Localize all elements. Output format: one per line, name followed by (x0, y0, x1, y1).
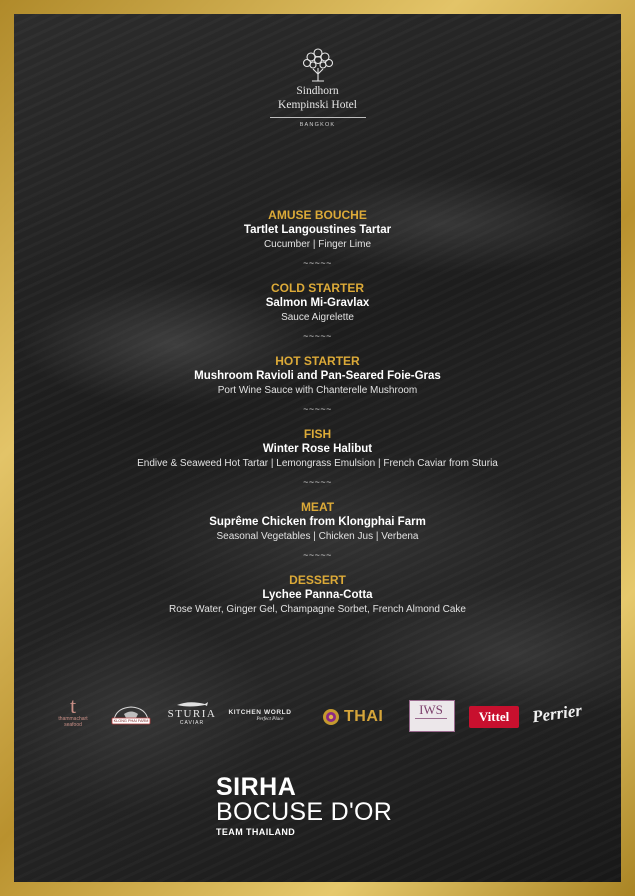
iws-name: IWS (419, 702, 443, 717)
course-title: DESSERT (289, 573, 346, 587)
menu (14, 208, 621, 617)
hotel-name-line2: Kempinski Hotel (278, 99, 357, 111)
perrier-name: Perrier (530, 700, 584, 727)
vittel-name: Vittel (478, 709, 510, 724)
bocuse-dor-wordmark: BOCUSE D'OR (216, 798, 393, 826)
course-separator: ~~~~~ (303, 477, 332, 487)
iws-logo (409, 700, 453, 732)
course-title: AMUSE BOUCHE (268, 208, 367, 222)
dish-name: Mushroom Ravioli and Pan-Seared Foie-Gras (194, 370, 441, 382)
kitchen-world-name: KITCHEN WORLD (228, 709, 292, 716)
klongphai-farm-logo (106, 702, 156, 728)
course-separator: ~~~~~ (303, 258, 332, 268)
thai-airways-logo (318, 706, 392, 728)
course-separator: ~~~~~ (303, 404, 332, 414)
course-meat (14, 500, 621, 544)
thammachart-name: thammachart (58, 716, 88, 722)
farm-badge-text: KLONG PHAI FARM (113, 719, 149, 723)
thai-orchid-icon (320, 707, 342, 727)
kitchen-world-sub: Perfect Place (256, 717, 284, 722)
dish-name: Winter Rose Halibut (262, 443, 373, 455)
sirha-wordmark: SIRHA (216, 773, 297, 801)
dish-description: Sauce Aigrelette (281, 312, 354, 323)
perrier-logo (530, 700, 584, 727)
course-title: MEAT (300, 500, 335, 514)
dish-description: Rose Water, Ginger Gel, Champagne Sorbet, French Almond Cake (169, 604, 466, 615)
hotel-city: BANGKOK (299, 122, 336, 128)
course-title: COLD STARTER (270, 281, 365, 295)
course-separator: ~~~~~ (303, 331, 332, 341)
thai-name: THAI (344, 708, 384, 725)
dish-name: Suprême Chicken from Klongphai Farm (209, 516, 426, 528)
course-fish (14, 427, 621, 471)
vittel-logo (469, 706, 519, 728)
course-title: FISH (303, 427, 332, 441)
dish-description: Seasonal Vegetables | Chicken Jus | Verbena (216, 531, 419, 542)
chalkboard-background (14, 14, 621, 882)
team-thailand-label: TEAM THAILAND (216, 827, 296, 837)
course-cold-starter (14, 281, 621, 325)
dish-name: Lychee Panna-Cotta (262, 589, 373, 601)
course-hot-starter (14, 354, 621, 398)
dish-description: Endive & Seaweed Hot Tartar | Lemongrass Emulsion | French Caviar from Sturia (137, 458, 498, 469)
course-title: HOT STARTER (275, 354, 360, 368)
hotel-name-line1: Sindhorn (296, 85, 339, 97)
thammachart-logo (48, 693, 98, 728)
farm-badge-icon (106, 702, 156, 728)
hotel-logo (14, 44, 621, 128)
dish-description: Port Wine Sauce with Chanterelle Mushroom (217, 385, 418, 396)
sponsor-logos (14, 692, 621, 742)
course-dessert (14, 573, 621, 617)
dish-name: Tartlet Langoustines Tartar (243, 224, 392, 236)
dish-name: Salmon Mi-Gravlax (265, 297, 370, 309)
sturia-sub: CAVIAR (179, 720, 205, 726)
sturia-name: STURIA (167, 708, 217, 720)
thammachart-mark: t (69, 693, 77, 718)
course-amuse-bouche (14, 208, 621, 252)
dish-description: Cucumber | Finger Lime (263, 239, 372, 250)
tree-emblem-icon (299, 44, 337, 84)
hotel-divider (270, 117, 366, 118)
sturgeon-fish-icon (175, 700, 209, 708)
sturia-logo (166, 700, 218, 726)
thammachart-sub: seafood (64, 722, 82, 728)
iws-divider (415, 718, 447, 719)
kitchen-world-logo (222, 709, 298, 722)
course-separator: ~~~~~ (303, 550, 332, 560)
sirha-bocuse-logo (216, 774, 392, 837)
